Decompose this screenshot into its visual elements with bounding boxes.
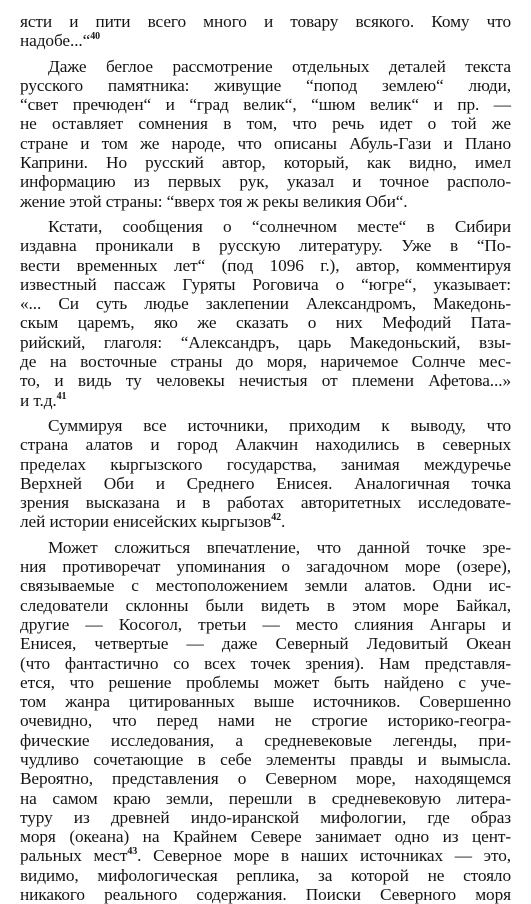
- text-line: [20, 846, 511, 865]
- line-text: следователи склонны были видеть в этом море Байкал,: [20, 595, 511, 615]
- text-line: [20, 57, 511, 76]
- text-line: [20, 808, 511, 827]
- text-line: [20, 31, 511, 50]
- text-line: [20, 435, 511, 454]
- text-line: [20, 827, 511, 846]
- footnote-marker: 40: [90, 31, 101, 43]
- paragraph: [20, 538, 511, 904]
- footnote-marker: 41: [56, 390, 67, 402]
- line-text: Верхней Оби и Среднего Енисея. Аналогичная точка: [20, 473, 511, 493]
- text-line: [20, 391, 511, 410]
- text-line: [20, 455, 511, 474]
- line-text: рийский, глаголя: “Александръ, царь Македоньский, взы-: [20, 332, 511, 352]
- line-text: никакого реального содержания. Поиски Северного моря: [20, 885, 511, 904]
- line-text: чудливо сочетающие в себе элементы правды и вымысла.: [20, 749, 511, 769]
- text-line: [20, 634, 511, 653]
- line-text: жение этой страны: “вверх тоя ж рекы великия Оби“.: [20, 191, 408, 211]
- line-text: стране и том же народе, что описаны Абуль-Гази и Плано: [20, 133, 511, 153]
- text-line: [20, 76, 511, 95]
- line-text: другие — Косогол, третьи — место слияния Ангары и: [20, 614, 511, 634]
- line-text: зрения высказана и в работах авторитетных исследовате-: [20, 493, 511, 513]
- footnote-marker: 43: [127, 846, 138, 858]
- text-line: [20, 673, 511, 692]
- line-text: моря (океана) на Крайнем Севере занимает одно из цент-: [20, 827, 511, 847]
- text-line: [20, 731, 511, 750]
- text-line: [20, 538, 511, 557]
- line-text: связываемые с местоположением земли алатов. Одни ис-: [20, 576, 511, 596]
- text-line: [20, 493, 511, 512]
- line-text: де на восточные страны до моря, наричемое Солнче мес-: [20, 352, 511, 372]
- line-text: известный пассаж Гуряты Роговича о “югре“, указывает:: [20, 274, 511, 294]
- text-line: [20, 750, 511, 769]
- text-line: [20, 885, 511, 904]
- text-line: [20, 692, 511, 711]
- text-line: [20, 474, 511, 493]
- text-line: [20, 769, 511, 788]
- text-line: [20, 256, 511, 275]
- text-line: [20, 217, 511, 236]
- text-line: [20, 557, 511, 576]
- line-text: не оставляет сомнения в том, что речь идет о той же: [20, 114, 511, 134]
- footnote-marker: 42: [271, 512, 282, 524]
- line-text: страна алатов и город Алакчин находились в северных: [20, 435, 511, 455]
- line-text: фические исследования, а средневековые легенды, при-: [20, 730, 511, 750]
- text-line: [20, 114, 511, 133]
- paragraph: [20, 217, 511, 410]
- text-line: [20, 866, 511, 885]
- text-line: [20, 416, 511, 435]
- paragraph: [20, 416, 511, 532]
- line-text: Кстати, сообщения о “солнечном месте“ в Сибири: [48, 216, 511, 236]
- text-line: [20, 333, 511, 352]
- line-text: ется, что решение проблемы может быть найдено с уче-: [20, 672, 511, 692]
- text-line: [20, 12, 511, 31]
- line-text: на самом краю земли, перешли в средневековую литера-: [20, 788, 511, 808]
- text-line: [20, 153, 511, 172]
- line-text: надобе...“: [20, 31, 91, 51]
- line-text: (что фантастично со всех точек зрения). Нам представля-: [20, 653, 511, 673]
- line-text: «... Си суть людье заклепении Александромъ, Македонь-: [20, 294, 511, 314]
- text-line: [20, 95, 511, 114]
- line-text: и т.д.: [20, 390, 57, 410]
- line-text: том жанра цитированных выше источников. Совершенно: [20, 692, 511, 712]
- line-text: лей истории енисейских кыргызов: [20, 512, 272, 532]
- paragraph: [20, 57, 511, 211]
- text-line: [20, 615, 511, 634]
- line-text: Суммируя все источники, приходим к выводу, что: [48, 415, 511, 435]
- text-line: [20, 192, 511, 211]
- text-line: [20, 275, 511, 294]
- line-text: “свет пречюден“ и “град велик“, “шюм велик“ и пр. —: [20, 95, 511, 115]
- line-text: то, и видь ту человекы нечистыя от племени Афетова...»: [20, 371, 511, 391]
- line-text: ния противоречат упоминания о загадочном море (озере),: [20, 557, 511, 577]
- line-text: Даже беглое рассмотрение отдельных деталей текста: [48, 56, 511, 76]
- paragraph: [20, 12, 511, 51]
- line-text: туру из древней индо-иранской мифологии, где образ: [20, 807, 511, 827]
- text-line: [20, 352, 511, 371]
- text-line: [20, 371, 511, 390]
- text-line: [20, 654, 511, 673]
- text-line: [20, 172, 511, 191]
- line-text: ясти и пити всего много и товару всякого. Кому что: [20, 12, 511, 31]
- text-line: [20, 134, 511, 153]
- line-text: вести временных лет“ (под 1096 г.), автор, комментируя: [20, 255, 511, 275]
- line-text: пределах кыргызского государства, занимая междуречье: [20, 454, 511, 474]
- text-line: [20, 313, 511, 332]
- line-text: Может сложиться впечатление, что данной точке зре-: [48, 537, 511, 557]
- line-text: скым царемъ, яко же сказать о них Мефодий Пата-: [20, 313, 511, 333]
- line-text: издавна проникали в русскую литературу. Уже в “По-: [20, 236, 511, 256]
- text-line: [20, 236, 511, 255]
- line-text: видимо, мифологическая реплика, за которой не стояло: [20, 865, 511, 885]
- text-line: [20, 576, 511, 595]
- line-text: русского памятника: живущие “попод землею“ люди,: [20, 75, 511, 95]
- line-text: очевидно, что перед нами не строгие историко-геогра-: [20, 711, 511, 731]
- line-text: Вероятно, представления о Северном море, находящемся: [20, 769, 511, 789]
- text-line: [20, 596, 511, 615]
- text-line: [20, 512, 511, 531]
- page-text: [20, 12, 511, 904]
- line-text: информацию из первых рук, указал и точное располо-: [20, 172, 511, 192]
- line-text: ральных мест: [20, 846, 128, 866]
- text-line: [20, 711, 511, 730]
- line-text-continued: .: [281, 512, 286, 532]
- line-text-continued: . Северное море в наших источниках — это,: [137, 846, 511, 866]
- line-text: Каприни. Но русский автор, который, как видно, имел: [20, 153, 511, 173]
- text-line: [20, 294, 511, 313]
- line-text: Енисея, четвертые — даже Северный Ледовитый Океан: [20, 634, 511, 654]
- text-line: [20, 789, 511, 808]
